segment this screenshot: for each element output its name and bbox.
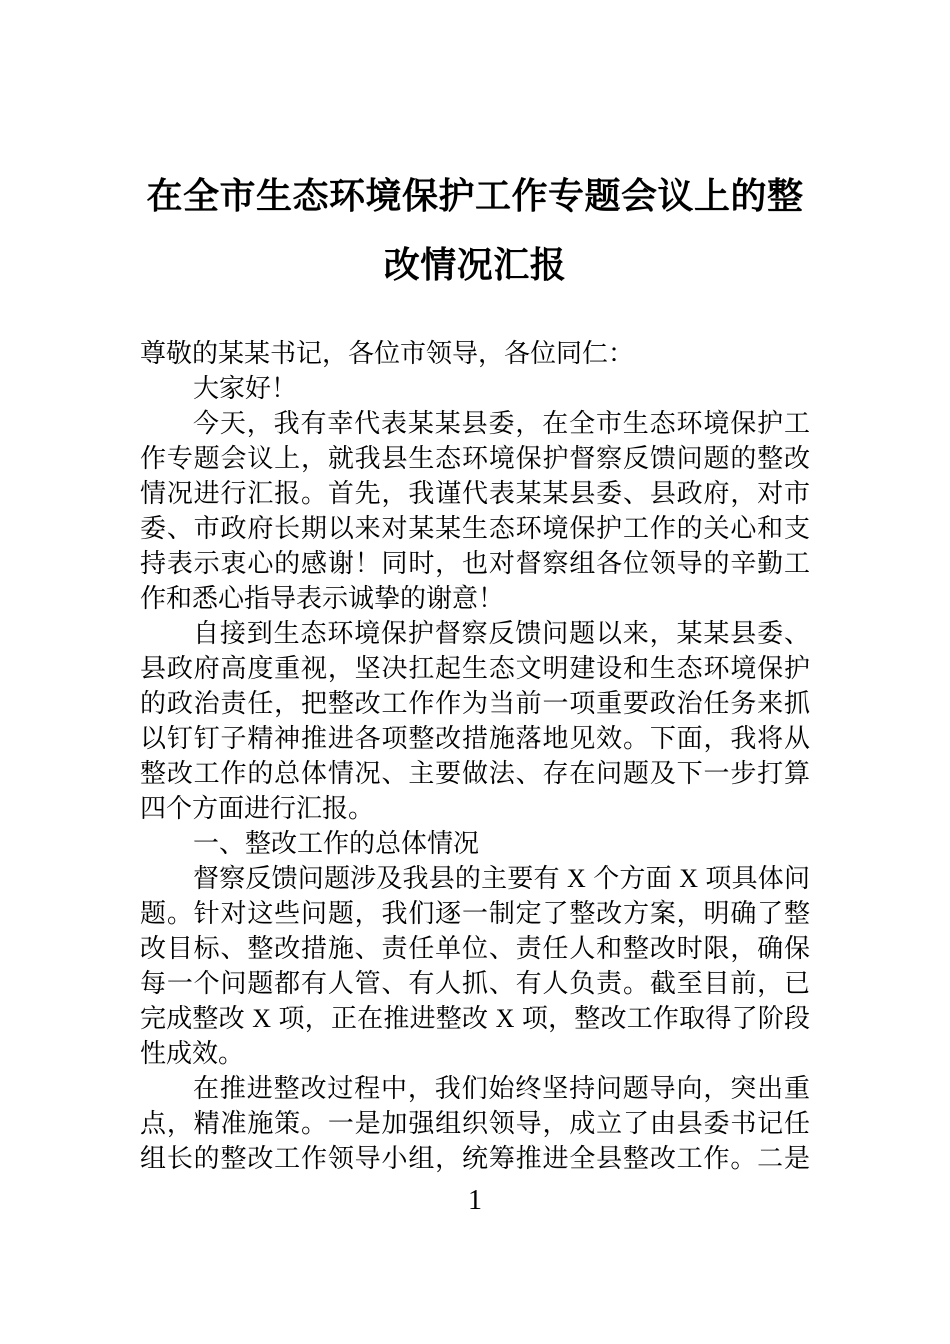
body-line: 作专题会议上，就我县生态环境保护督察反馈问题的整改 bbox=[140, 443, 810, 473]
body-line: 自接到生态环境保护督察反馈问题以来，某某县委、 bbox=[193, 618, 810, 648]
body-line: 持表示衷心的感谢！同时，也对督察组各位领导的辛勤工 bbox=[140, 548, 810, 578]
body-line: 作和悉心指导表示诚挚的谢意！ bbox=[140, 583, 505, 613]
body-line: 每一个问题都有人管、有人抓、有人负责。截至目前，已 bbox=[140, 968, 810, 998]
body-line: 督察反馈问题涉及我县的主要有 X 个方面 X 项具体问 bbox=[193, 863, 810, 893]
document-title-line-2: 改情况汇报 bbox=[383, 244, 567, 285]
body-line: 四个方面进行汇报。 bbox=[140, 793, 375, 823]
body-line: 点，精准施策。一是加强组织领导，成立了由县委书记任 bbox=[140, 1108, 810, 1138]
document-title-line-1: 在全市生态环境保护工作专题会议上的整 bbox=[146, 175, 804, 216]
body-line: 情况进行汇报。首先，我谨代表某某县委、县政府，对市 bbox=[140, 478, 810, 508]
body-line: 组长的整改工作领导小组，统筹推进全县整改工作。二是 bbox=[140, 1143, 810, 1173]
body-line: 以钉钉子精神推进各项整改措施落地见效。下面，我将从 bbox=[140, 723, 810, 753]
body-line: 整改工作的总体情况、主要做法、存在问题及下一步打算 bbox=[140, 758, 810, 788]
body-line: 改目标、整改措施、责任单位、责任人和整改时限，确保 bbox=[140, 933, 810, 963]
body-line: 县政府高度重视，坚决扛起生态文明建设和生态环境保护 bbox=[140, 653, 810, 683]
body-line: 的政治责任，把整改工作作为当前一项重要政治任务来抓 bbox=[140, 688, 810, 718]
document-title bbox=[140, 161, 810, 299]
latin-placeholder: X bbox=[495, 1004, 515, 1033]
body-line: 题。针对这些问题，我们逐一制定了整改方案，明确了整 bbox=[140, 898, 810, 928]
body-line: 委、市政府长期以来对某某生态环境保护工作的关心和支 bbox=[140, 513, 810, 543]
body-line: 尊敬的某某书记，各位市领导，各位同仁： bbox=[140, 338, 635, 368]
body-line: 性成效。 bbox=[140, 1038, 245, 1068]
body-line: 一、整改工作的总体情况 bbox=[193, 828, 480, 858]
latin-placeholder: X bbox=[252, 1004, 272, 1033]
body-line: 大家好！ bbox=[193, 373, 298, 403]
document-body bbox=[140, 336, 810, 1176]
page-number: 1 bbox=[468, 1185, 482, 1216]
body-line: 今天，我有幸代表某某县委，在全市生态环境保护工 bbox=[193, 408, 810, 438]
latin-placeholder: X bbox=[567, 864, 586, 893]
body-line: 完成整改 X 项，正在推进整改 X 项，整改工作取得了阶段 bbox=[140, 1003, 810, 1033]
body-line: 在推进整改过程中，我们始终坚持问题导向，突出重 bbox=[193, 1073, 810, 1103]
latin-placeholder: X bbox=[679, 864, 698, 893]
